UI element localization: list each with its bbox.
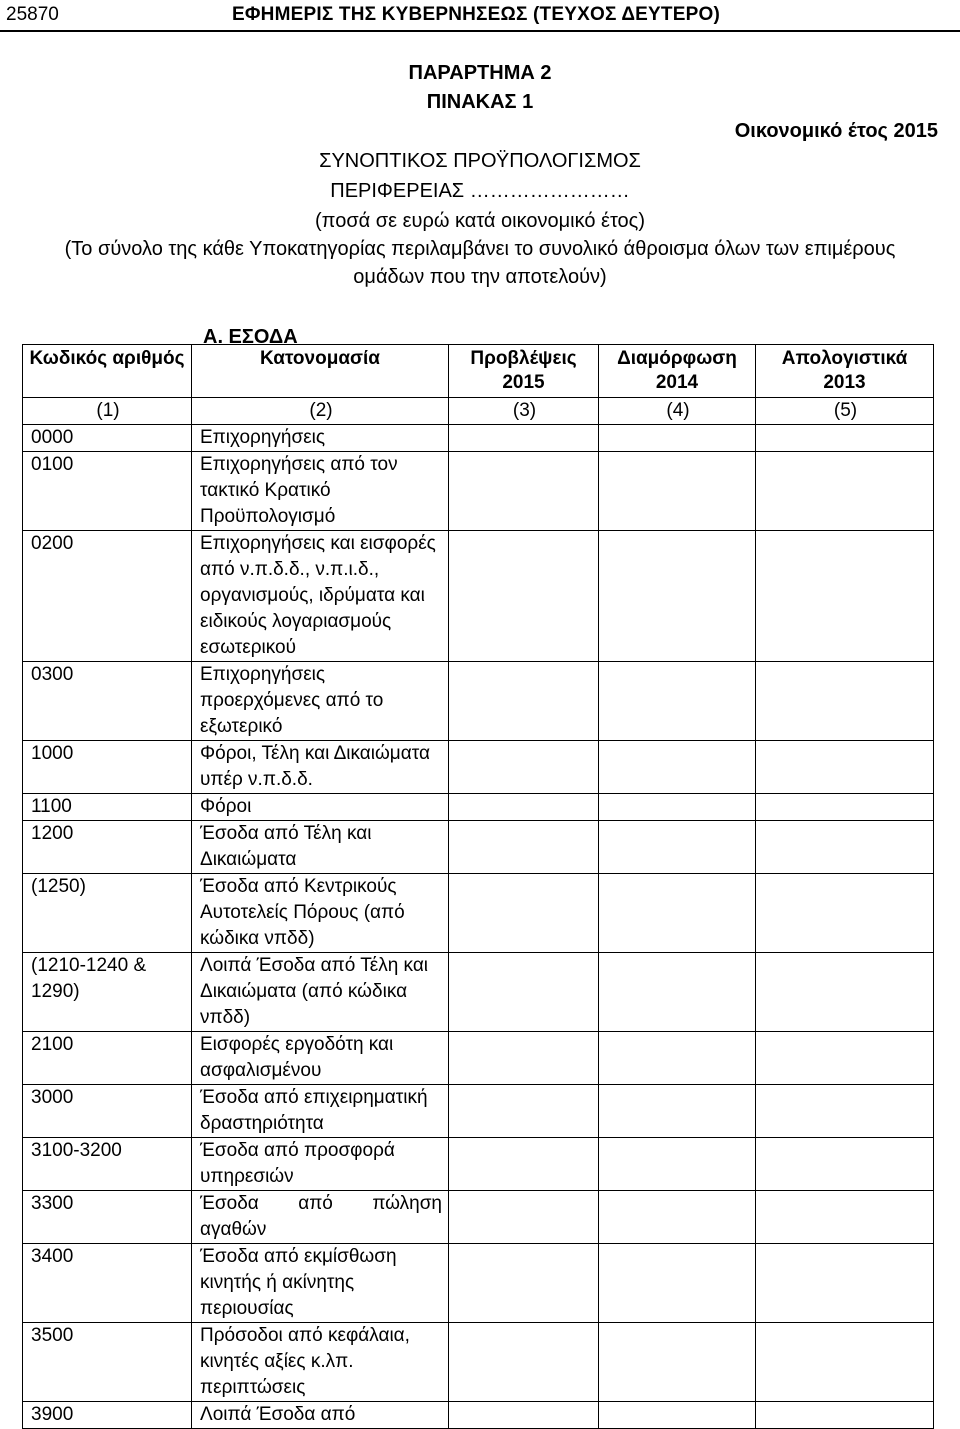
row-name-line: κινητής ή ακίνητης (200, 1272, 355, 1293)
col-code-header: Κωδικός αριθμός (23, 345, 192, 398)
row-formation-value (599, 1138, 756, 1191)
row-name (192, 821, 449, 874)
row-formation-value (599, 1085, 756, 1138)
table-row (23, 662, 934, 741)
col-forecast-year: 2015 (502, 372, 545, 393)
row-name-line: Επιχορηγήσεις και εισφορές (200, 533, 436, 554)
row-name-line: Επιχορηγήσεις από τον (200, 454, 398, 475)
table-row (23, 1032, 934, 1085)
row-name-line: Φόροι, Τέλη και Δικαιώματα (200, 743, 430, 764)
row-forecast-value (449, 1323, 599, 1402)
row-name-line: οργανισμούς, ιδρύματα και (200, 585, 425, 606)
row-name-line: ασφαλισμένου (200, 1060, 322, 1081)
table-row (23, 794, 934, 821)
row-code: 0300 (23, 662, 192, 741)
row-name (192, 1191, 449, 1244)
table-row (23, 1138, 934, 1191)
row-actual-value (756, 874, 934, 953)
row-forecast-value (449, 452, 599, 531)
row-name (192, 531, 449, 662)
row-name-line: ειδικούς λογαριασμούς (200, 611, 392, 632)
table-row (23, 1191, 934, 1244)
row-name (192, 452, 449, 531)
row-name-line: δραστηριότητα (200, 1113, 324, 1134)
row-code: 3300 (23, 1191, 192, 1244)
row-formation-value (599, 1402, 756, 1429)
row-name-line: τακτικό Κρατικό (200, 480, 331, 501)
row-name-line: εξωτερικό (200, 716, 283, 737)
row-name-line: υπέρ ν.π.δ.δ. (200, 769, 313, 790)
column-number-row (23, 398, 934, 425)
row-name-line: Έσοδα από εκμίσθωση (200, 1246, 397, 1267)
row-name-line: Δικαιώματα (200, 849, 297, 870)
page-header (0, 0, 960, 32)
region-title: ΠΕΡΙΦΕΡΕΙΑΣ …………………… (330, 180, 630, 202)
table-row (23, 1323, 934, 1402)
subcategory-note-line2: ομάδων που την αποτελούν) (353, 266, 607, 288)
table-row (23, 874, 934, 953)
row-actual-value (756, 794, 934, 821)
row-name (192, 741, 449, 794)
row-forecast-value (449, 953, 599, 1032)
row-name (192, 1244, 449, 1323)
table-row (23, 1402, 934, 1429)
row-forecast-value (449, 1138, 599, 1191)
row-name-line: Αυτοτελείς Πόρους (από (200, 902, 405, 923)
table-row (23, 531, 934, 662)
row-name-line: προερχόμενες από το (200, 690, 384, 711)
row-forecast-value (449, 821, 599, 874)
row-code: 1000 (23, 741, 192, 794)
row-code: 0000 (23, 425, 192, 452)
row-actual-value (756, 1191, 934, 1244)
table-row (23, 1085, 934, 1138)
row-actual-value (756, 531, 934, 662)
row-formation-value (599, 1191, 756, 1244)
row-name-line: Φόροι (200, 796, 252, 817)
row-formation-value (599, 741, 756, 794)
row-name-line: Έσοδα από επιχειρηματική (200, 1087, 428, 1108)
row-actual-value (756, 1085, 934, 1138)
col-number-1: (1) (23, 398, 192, 425)
row-name-line: Λοιπά Έσοδα από (200, 1404, 356, 1425)
row-actual-value (756, 821, 934, 874)
row-forecast-value (449, 1244, 599, 1323)
gazette-title: ΕΦΗΜΕΡΙΣ ΤΗΣ ΚΥΒΕΡΝΗΣΕΩΣ (ΤΕΥΧΟΣ ΔΕΥΤΕΡΟ) (232, 4, 720, 25)
row-formation-value (599, 1323, 756, 1402)
col-forecast-label: Προβλέψεις (470, 348, 577, 369)
row-actual-value (756, 1138, 934, 1191)
row-actual-value (756, 741, 934, 794)
row-name (192, 794, 449, 821)
row-code: 3400 (23, 1244, 192, 1323)
row-forecast-value (449, 425, 599, 452)
row-formation-value (599, 794, 756, 821)
annex-title: ΠΑΡΑΡΤΗΜΑ 2 (408, 62, 552, 84)
table-row (23, 452, 934, 531)
row-forecast-value (449, 741, 599, 794)
row-name-line: κώδικα νπδδ) (200, 928, 315, 949)
row-code: 1200 (23, 821, 192, 874)
row-name (192, 662, 449, 741)
row-name-line: Εισφορές εργοδότη και (200, 1034, 394, 1055)
table-title: ΠΙΝΑΚΑΣ 1 (426, 91, 534, 113)
row-forecast-value (449, 794, 599, 821)
row-name-line: Πρόσοδοι από κεφάλαια, (200, 1325, 410, 1346)
row-code: 1100 (23, 794, 192, 821)
table-row (23, 821, 934, 874)
row-code: 3500 (23, 1323, 192, 1402)
row-name (192, 1323, 449, 1402)
col-actual-header (756, 345, 934, 398)
col-formation-label: Διαμόρφωση (617, 348, 737, 369)
row-actual-value (756, 1032, 934, 1085)
row-code: 0100 (23, 452, 192, 531)
row-forecast-value (449, 1402, 599, 1429)
row-formation-value (599, 821, 756, 874)
row-code: 3100-3200 (23, 1138, 192, 1191)
row-formation-value (599, 953, 756, 1032)
row-name-line: κινητές αξίες κ.λπ. (200, 1351, 354, 1372)
row-forecast-value (449, 662, 599, 741)
row-actual-value (756, 1402, 934, 1429)
row-actual-value (756, 452, 934, 531)
row-actual-value (756, 1323, 934, 1402)
col-name-header: Κατονομασία (192, 345, 449, 398)
row-actual-value (756, 953, 934, 1032)
row-code: (1250) (23, 874, 192, 953)
row-code: 0200 (23, 531, 192, 662)
row-actual-value (756, 425, 934, 452)
table-body (23, 425, 934, 1429)
row-name-line: εσωτερικού (200, 637, 296, 658)
fiscal-year: Οικονομικό έτος 2015 (734, 120, 938, 142)
row-name-line: υπηρεσιών (200, 1166, 294, 1187)
row-name-line: Έσοδα από προσφορά (200, 1140, 395, 1161)
row-formation-value (599, 662, 756, 741)
row-code: 2100 (23, 1032, 192, 1085)
row-formation-value (599, 1244, 756, 1323)
row-name-line: περιουσίας (200, 1298, 294, 1319)
col-formation-year: 2014 (655, 372, 699, 393)
row-name (192, 1138, 449, 1191)
row-name (192, 425, 449, 452)
row-formation-value (599, 874, 756, 953)
subcategory-note-line1: (Το σύνολο της κάθε Υποκατηγορίας περιλαμβάνει το συνολικό άθροισμα όλων των επιμέρους (64, 238, 896, 260)
row-name-line: από ν.π.δ.δ., ν.π.ι.δ., (200, 559, 380, 580)
row-forecast-value (449, 1032, 599, 1085)
page-number: 25870 (6, 4, 59, 25)
row-code: 3000 (23, 1085, 192, 1138)
row-formation-value (599, 531, 756, 662)
table-row (23, 953, 934, 1032)
col-number-2: (2) (192, 398, 449, 425)
row-name-line: Επιχορηγήσεις (200, 427, 326, 448)
col-number-5: (5) (756, 398, 934, 425)
row-code: 3900 (23, 1402, 192, 1429)
row-forecast-value (449, 531, 599, 662)
row-name-line: περιπτώσεις (200, 1377, 306, 1398)
row-formation-value (599, 1032, 756, 1085)
table-row (23, 425, 934, 452)
section-title: Α. ΕΣΟΔΑ (203, 326, 298, 348)
row-name-line: Επιχορηγήσεις (200, 664, 326, 685)
row-name-line: Προϋπολογισμό (200, 506, 336, 527)
row-name (192, 1402, 449, 1429)
row-name (192, 874, 449, 953)
row-name-line: Λοιπά Έσοδα από Τέλη και (200, 955, 429, 976)
row-formation-value (599, 452, 756, 531)
row-name (192, 1032, 449, 1085)
summary-title: ΣΥΝΟΠΤΙΚΟΣ ΠΡΟΫΠΟΛΟΓΙΣΜΟΣ (319, 150, 641, 172)
row-name-line: Έσοδα από Τέλη και (200, 823, 372, 844)
row-name-line: νπδδ) (200, 1007, 251, 1028)
amounts-note: (ποσά σε ευρώ κατά οικονομικό έτος) (315, 210, 645, 232)
table-row (23, 1244, 934, 1323)
row-name-line: Έσοδα από Κεντρικούς (200, 876, 397, 897)
row-forecast-value (449, 874, 599, 953)
row-code: (1210-1240 & 1290) (23, 953, 192, 1032)
revenue-table (22, 344, 934, 1429)
row-forecast-value (449, 1191, 599, 1244)
row-actual-value (756, 662, 934, 741)
col-number-3: (3) (449, 398, 599, 425)
row-forecast-value (449, 1085, 599, 1138)
row-actual-value (756, 1244, 934, 1323)
row-name-line: Δικαιώματα (από κώδικα (200, 981, 408, 1002)
col-actual-label: Απολογιστικά (781, 348, 908, 369)
row-formation-value (599, 425, 756, 452)
col-number-4: (4) (599, 398, 756, 425)
row-name-line: Έσοδα από πώληση αγαθών (200, 1193, 442, 1240)
col-actual-year: 2013 (823, 372, 866, 393)
col-formation-header (599, 345, 756, 398)
row-name (192, 1085, 449, 1138)
table-row (23, 741, 934, 794)
col-forecast-header (449, 345, 599, 398)
row-name (192, 953, 449, 1032)
header-row (23, 345, 934, 398)
